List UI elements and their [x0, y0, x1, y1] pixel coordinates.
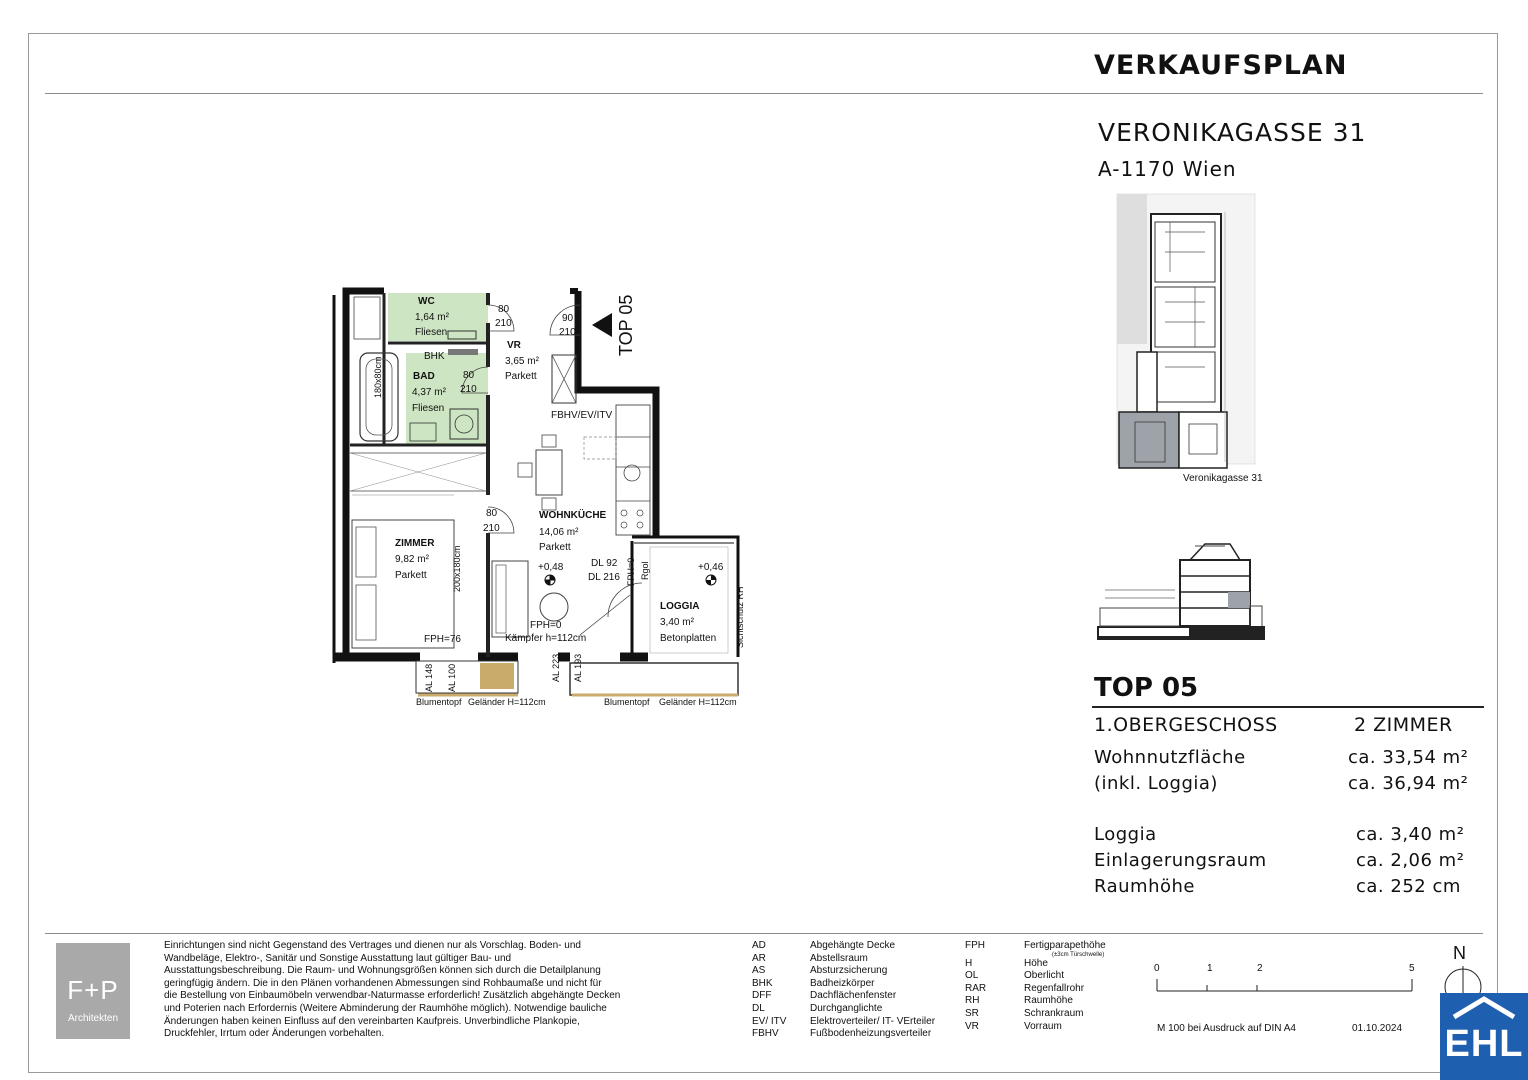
- door-entry-width: 90: [562, 313, 574, 324]
- disclaimer-line: Wandbeläge, Elektro-, Sanitär und Sonstige Ausstattung laut gültiger Bau- und: [164, 952, 512, 964]
- dl-height: DL 216: [588, 572, 620, 583]
- unit-divider: [1092, 706, 1484, 708]
- legend-text: Abgehängte Decke: [810, 940, 896, 951]
- fact-label: Raumhöhe: [1094, 876, 1195, 897]
- sheet-frame: [28, 33, 1498, 1073]
- legend-abbr: AR: [752, 952, 766, 964]
- room-area-zimmer: 9,82 m²: [395, 554, 429, 565]
- sichtschutz-label: Sichtschutz RH: [735, 586, 745, 648]
- disclaimer-line: geringfügig ändern. Die in den Plänen vorhandenen Abmessungen sind Rohbaumaße und nicht für: [164, 977, 602, 989]
- bhk-label: BHK: [424, 351, 445, 362]
- legend-abbr: RAR: [965, 982, 987, 994]
- disclaimer-line: die Bestellung von Einbaumöbeln verwendbar-Naturmasse erforderlich! Zusätzlich abgehängte Decken: [164, 990, 621, 1002]
- scale-tick-2: 2: [1257, 963, 1263, 974]
- logo-text: F+P: [67, 975, 119, 1005]
- legend-abbr: DL: [752, 1002, 765, 1014]
- bed-size: 200x180cm: [452, 545, 462, 592]
- disclaimer-line: Änderungen haben keinen Einfluss auf den vereinbarten Kaufpreis. Unverbindliche Plankopie,: [164, 1015, 580, 1027]
- legend-abbr: OL: [965, 970, 979, 982]
- door-wc-height: 210: [495, 318, 512, 329]
- legend-abbr: BHK: [752, 977, 773, 989]
- room-area-vr: 3,65 m²: [505, 356, 539, 367]
- legend-abbr: SR: [965, 1007, 979, 1019]
- legend-text: Regenfallrohr: [1024, 982, 1085, 994]
- fact-label: Wohnnutzfläche: [1094, 747, 1246, 768]
- legend-text: Raumhöhe: [1024, 995, 1073, 1007]
- door-zimmer-width: 80: [486, 508, 498, 519]
- disclaimer-line: Ausstattungsbeschreibung. Die Raum- und Wohnungsgrößen können sich durch die Detailplanung: [164, 965, 601, 977]
- site-plan: [1115, 192, 1260, 482]
- legend-abbr: FBHV: [752, 1028, 779, 1040]
- door-bad-height: 210: [460, 384, 477, 395]
- scale-tick-1: 1: [1207, 963, 1213, 974]
- disclaimer-line: Druckfehler, Irrtum oder Änderungen vorbehalten.: [164, 1028, 385, 1040]
- fact-value: ca. 252 cm: [1356, 876, 1461, 897]
- room-name-wohnkueche: WOHNKÜCHE: [539, 510, 607, 521]
- room-name-loggia: LOGGIA: [660, 601, 700, 612]
- door-wc-width: 80: [498, 304, 510, 315]
- room-floor-bad: Fliesen: [412, 403, 445, 414]
- fact-value: ca. 3,40 m²: [1356, 824, 1465, 845]
- bad-fill: [406, 353, 488, 445]
- legend-text: Dachflächenfenster: [810, 990, 897, 1002]
- fact-label: Loggia: [1094, 824, 1157, 845]
- room-area-loggia: 3,40 m²: [660, 617, 694, 628]
- room-floor-vr: Parkett: [505, 371, 537, 382]
- scale-tick-0: 0: [1154, 963, 1160, 974]
- room-name-zimmer: ZIMMER: [395, 538, 435, 549]
- legend-text: Absturzsicherung: [810, 965, 888, 977]
- dl-width: DL 92: [591, 558, 618, 569]
- level-wohnkueche: +0,48: [538, 562, 564, 573]
- al-100: AL 100: [447, 663, 457, 692]
- siteplan-caption: Veronikagasse 31: [1183, 473, 1263, 484]
- fact-value: ca. 36,94 m²: [1348, 773, 1469, 794]
- door-entry-height: 210: [559, 327, 576, 338]
- fact-value: ca. 2,06 m²: [1356, 850, 1465, 871]
- legend-text: Höhe: [1024, 957, 1048, 969]
- fact-value: ca. 33,54 m²: [1348, 747, 1469, 768]
- floor-plan: [330, 285, 750, 715]
- room-area-wc: 1,64 m²: [415, 312, 449, 323]
- door-zimmer-height: 210: [483, 523, 500, 534]
- legend-abbr-right: [965, 940, 986, 1033]
- legend-abbr: DFF: [752, 990, 772, 1002]
- legend-abbr: VR: [965, 1020, 979, 1032]
- tub-size: 180x80cm: [373, 356, 383, 398]
- city-address: A-1170 Wien: [1098, 157, 1237, 181]
- legend-text: Fertigparapethöhe: [1024, 940, 1106, 951]
- unit-floor: 1.OBERGESCHOSS: [1094, 714, 1278, 736]
- fph-zimmer: FPH=76: [424, 634, 461, 645]
- section-drawing: [1095, 538, 1270, 648]
- al-193: AL 193: [573, 653, 583, 682]
- rgol-label: Rgol: [640, 561, 650, 580]
- room-name-bad: BAD: [413, 371, 435, 382]
- legend-text-right: [1024, 940, 1106, 1033]
- room-floor-zimmer: Parkett: [395, 570, 427, 581]
- legend-text: Abstellsraum: [810, 952, 868, 964]
- door-bad-width: 80: [463, 370, 475, 381]
- fph-window: FPH=0: [530, 620, 562, 631]
- kaempfer-label: Kämpfer h=112cm: [505, 633, 587, 644]
- legend-text: Badheizkörper: [810, 977, 875, 989]
- fph-note: (±3cm Türschwelle): [1052, 951, 1105, 958]
- ehl-logo: [1440, 993, 1528, 1080]
- disclaimer-line: und Poterien nach Erfordernis (Weitere Abminderung der Raumhöhe möglich). Notwendige bauliche: [164, 1002, 607, 1014]
- footer-divider: [45, 933, 1483, 934]
- room-name-wc: WC: [418, 296, 435, 307]
- legend-abbr: FPH: [965, 940, 985, 951]
- level-loggia: +0,46: [698, 562, 724, 573]
- plan-title: VERKAUFSPLAN: [1094, 50, 1348, 81]
- al-148: AL 148: [424, 663, 434, 692]
- fph-vertical: FPH=0: [626, 557, 636, 586]
- gelaender-right: Geländer H=112cm: [659, 697, 737, 707]
- legend-text: Vorraum: [1024, 1020, 1062, 1032]
- scale-tick-5: 5: [1409, 963, 1415, 974]
- gelaender-left: Geländer H=112cm: [468, 697, 546, 707]
- legend-text-left: [810, 940, 935, 1041]
- legend-abbr-left: [752, 940, 786, 1041]
- north-label: N: [1453, 943, 1466, 963]
- brand-text: EHL: [1444, 1023, 1524, 1065]
- plan-date: 01.10.2024: [1352, 1023, 1403, 1034]
- fbhv-label: FBHV/EV/ITV: [551, 410, 613, 421]
- legend-text: Elektroverteiler/ IT- VErteiler: [810, 1015, 936, 1027]
- street-address: VERONIKAGASSE 31: [1098, 118, 1367, 147]
- unit-rooms: 2 ZIMMER: [1354, 714, 1453, 736]
- disclaimer: [164, 940, 620, 1041]
- room-floor-wohnkueche: Parkett: [539, 542, 571, 553]
- top-marker: TOP 05: [616, 294, 636, 356]
- blumentopf-right: Blumentopf: [604, 697, 650, 707]
- legend-abbr: EV/ ITV: [752, 1015, 787, 1027]
- unit-top: TOP 05: [1094, 673, 1199, 703]
- al-223: AL 223: [551, 653, 561, 682]
- room-area-bad: 4,37 m²: [412, 387, 446, 398]
- legend-abbr: AS: [752, 965, 766, 977]
- room-area-wohnkueche: 14,06 m²: [539, 527, 579, 538]
- room-floor-wc: Fliesen: [415, 327, 448, 338]
- logo-subtext: Architekten: [67, 1013, 119, 1024]
- legend-abbr: H: [965, 957, 973, 969]
- legend-text: Schrankraum: [1024, 1007, 1084, 1019]
- legend-text: Fußbodenheizungsverteiler: [810, 1028, 932, 1040]
- header-divider: [45, 93, 1483, 94]
- disclaimer-line: Einrichtungen sind nicht Gegenstand des Vertrages und dienen nur als Vorschlag. Boden- und: [164, 940, 581, 951]
- legend-abbr: RH: [965, 995, 980, 1007]
- blumentopf-left: Blumentopf: [416, 697, 462, 707]
- room-floor-loggia: Betonplatten: [660, 633, 717, 644]
- fact-label: Einlagerungsraum: [1094, 850, 1267, 871]
- scale-bar: [1150, 975, 1420, 995]
- fact-label: (inkl. Loggia): [1094, 773, 1218, 794]
- house-roof-icon: [1440, 993, 1528, 1023]
- architect-logo: [56, 943, 130, 1039]
- room-name-vr: VR: [507, 340, 521, 351]
- legend-abbr: AD: [752, 940, 766, 951]
- scale-note: M 100 bei Ausdruck auf DIN A4: [1157, 1023, 1296, 1034]
- legend-text: Oberlicht: [1024, 970, 1065, 982]
- legend-text: Durchganglichte: [810, 1002, 883, 1014]
